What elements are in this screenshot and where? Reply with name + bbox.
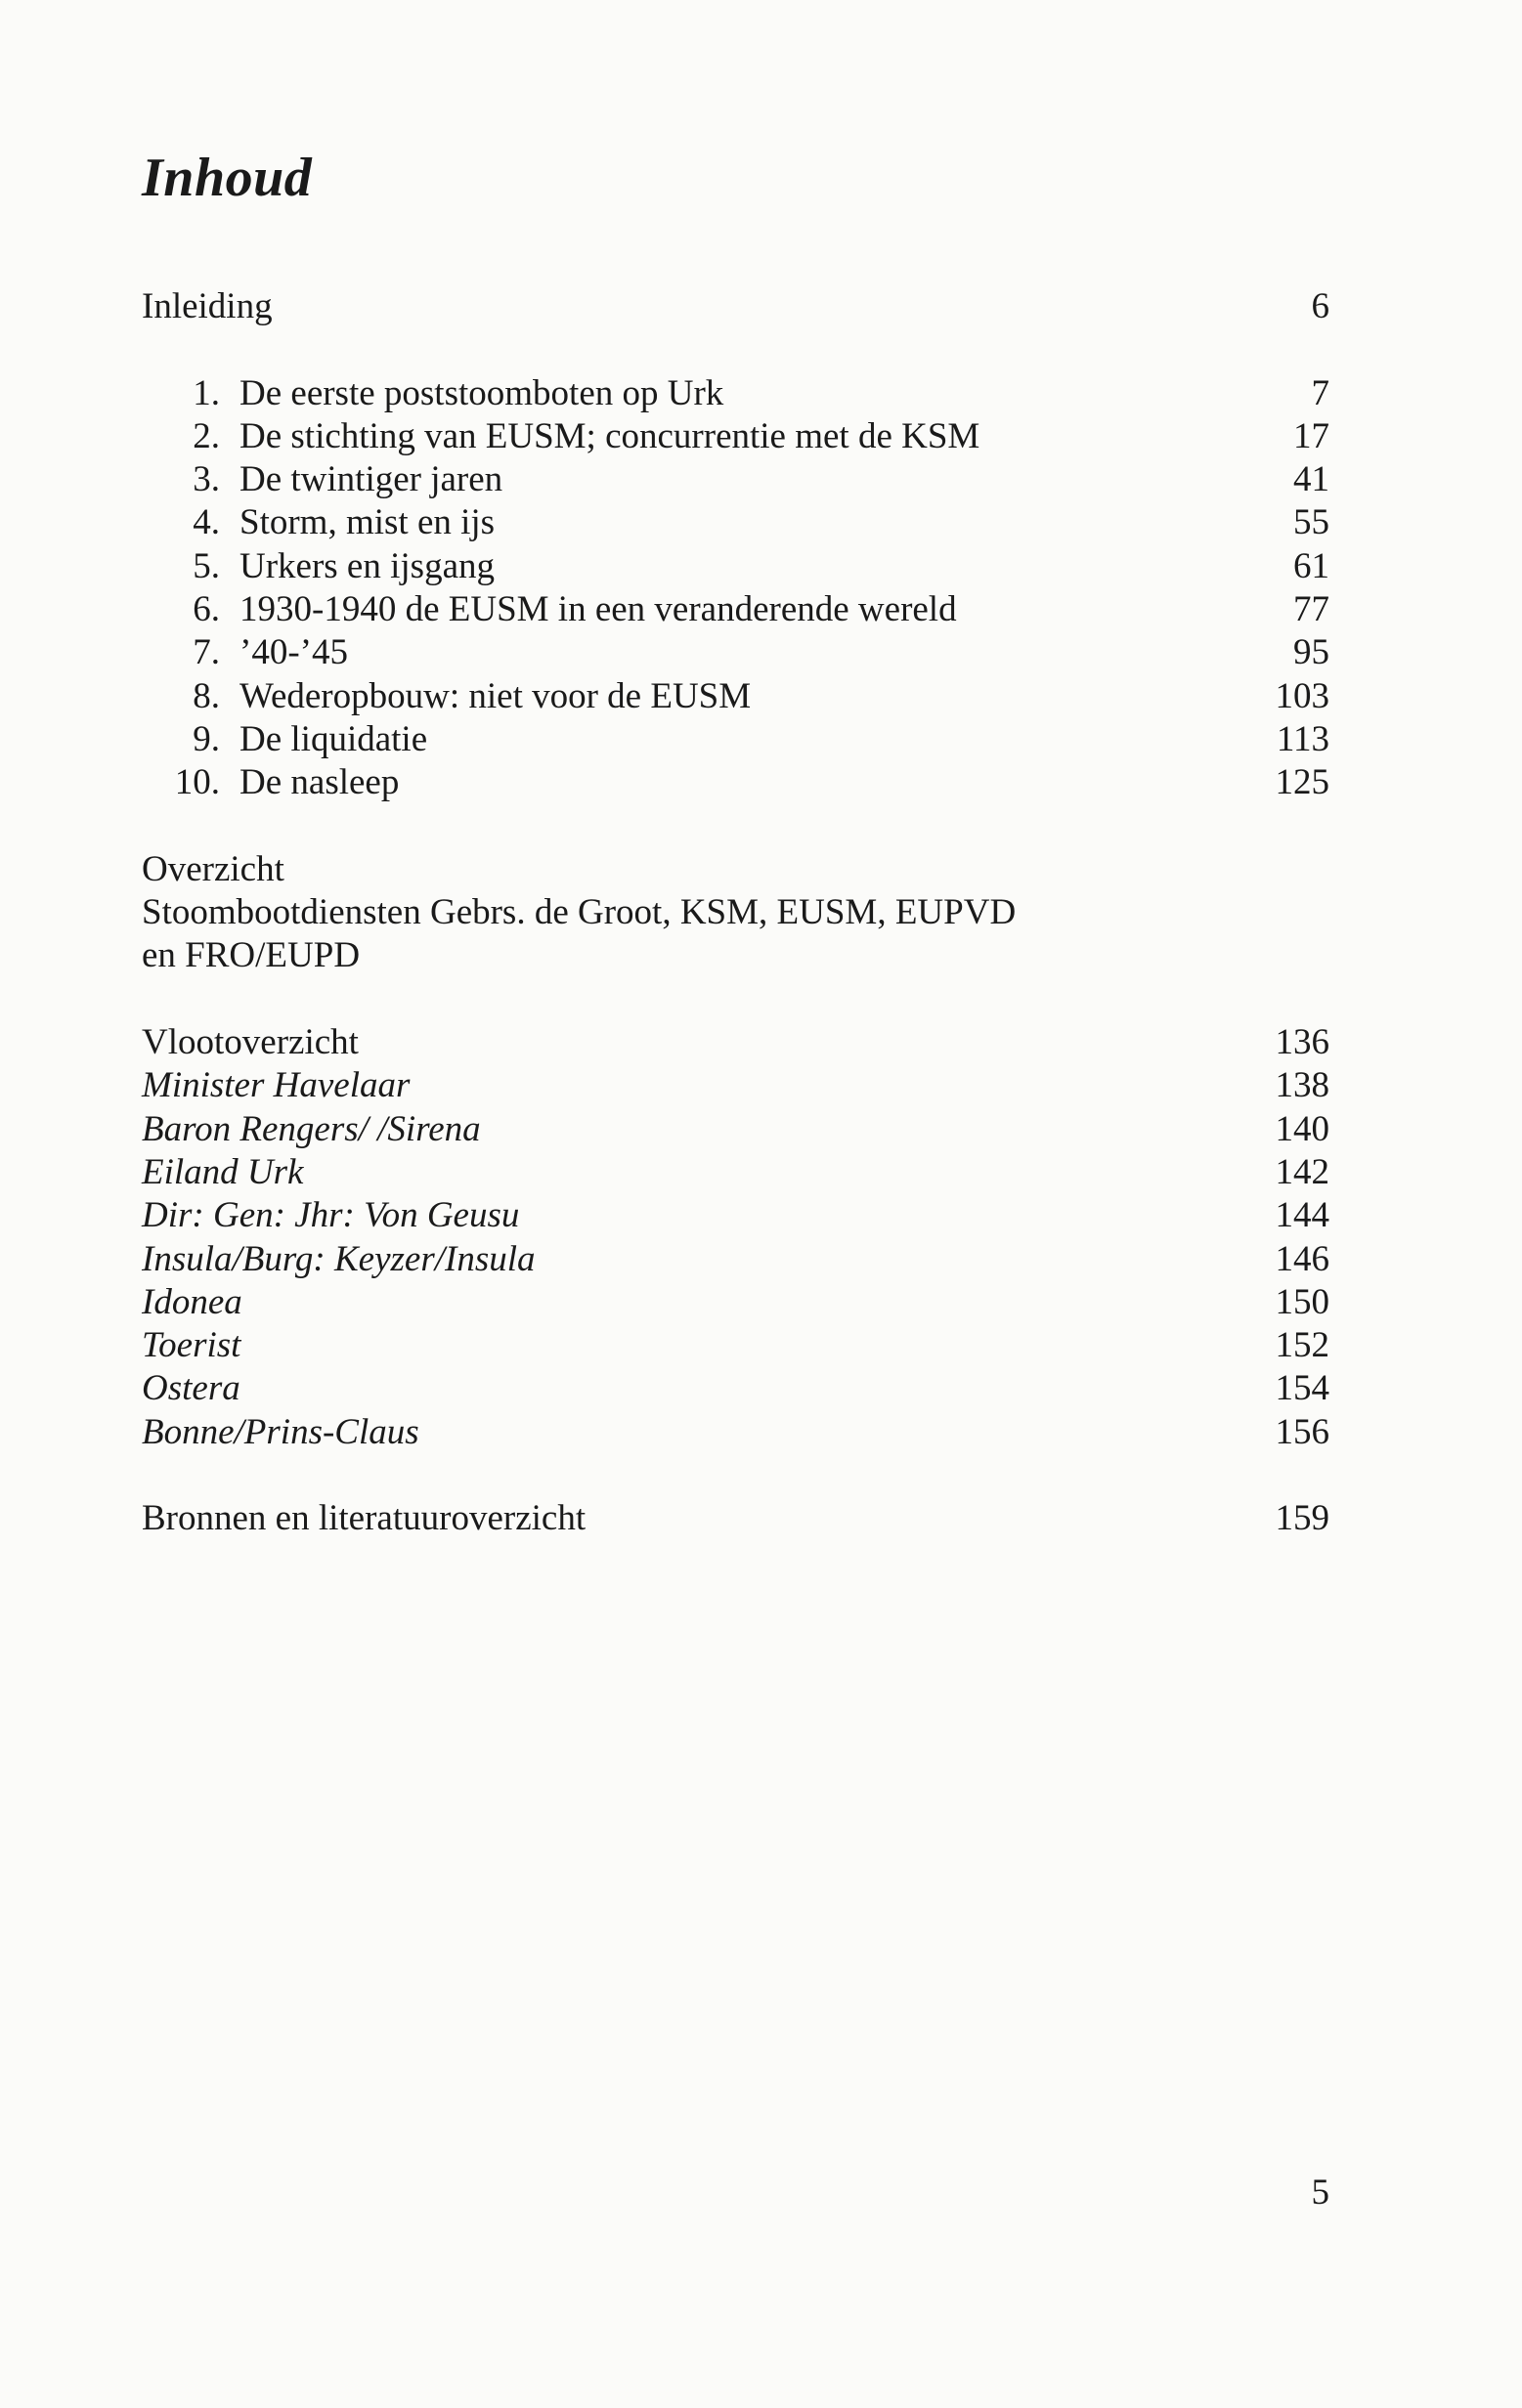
- chapter-page: 17: [1293, 415, 1329, 456]
- overview-subtitle: Stoombootdiensten Gebrs. de Groot, KSM, EUSM, EUPVD: [142, 892, 1017, 933]
- toc-chapter: [142, 675, 1329, 718]
- ship-name: Insula/Burg: Keyzer/Insula: [142, 1238, 536, 1279]
- ship-page: 156: [1275, 1411, 1329, 1452]
- chapter-title: Storm, mist en ijs: [239, 502, 496, 543]
- chapter-number: 3.: [193, 459, 220, 500]
- ship-name: Eiland Urk: [142, 1151, 304, 1192]
- chapter-title: De stichting van EUSM; concurrentie met de KSM: [239, 415, 980, 456]
- toc-ship: [142, 1151, 1329, 1194]
- page-title: Inhoud: [142, 148, 313, 208]
- ship-name: Bonne/Prins-Claus: [142, 1411, 419, 1452]
- ship-page: 152: [1275, 1325, 1329, 1366]
- fleet-heading-page: 136: [1275, 1022, 1329, 1063]
- toc-chapter: [142, 718, 1329, 761]
- chapter-title: De nasleep: [239, 762, 400, 803]
- chapter-number: 2.: [193, 415, 220, 456]
- spacer: [142, 1454, 1329, 1497]
- ship-name: Minister Havelaar: [142, 1065, 411, 1106]
- chapter-page: 113: [1276, 718, 1329, 759]
- ship-name: Idonea: [142, 1281, 242, 1322]
- toc-ship: [142, 1411, 1329, 1454]
- ship-name: Ostera: [142, 1368, 240, 1409]
- chapter-title: De twintiger jaren: [239, 459, 503, 500]
- overview-subtitle-continued: en FRO/EUPD: [142, 935, 361, 976]
- sources-page: 159: [1275, 1498, 1329, 1539]
- ship-page: 150: [1275, 1281, 1329, 1322]
- overview-line: [142, 848, 1329, 891]
- page-number: 5: [1311, 2172, 1329, 2213]
- chapter-page: 61: [1293, 545, 1329, 586]
- ship-page: 146: [1275, 1238, 1329, 1279]
- spacer: [142, 805, 1329, 848]
- sources-label: Bronnen en literatuuroverzicht: [142, 1498, 587, 1539]
- chapter-number: 1.: [193, 372, 220, 413]
- toc-chapter: [142, 545, 1329, 588]
- toc-entry-label: Inleiding: [142, 286, 273, 326]
- ship-page: 154: [1275, 1368, 1329, 1409]
- toc-ship: [142, 1238, 1329, 1281]
- toc-chapter: [142, 761, 1329, 804]
- toc-entry-sources: [142, 1497, 1329, 1540]
- ship-page: 140: [1275, 1108, 1329, 1149]
- toc-entry-page: 6: [1311, 286, 1329, 326]
- ship-name: Baron Rengers/ /Sirena: [142, 1108, 481, 1149]
- toc-chapter: [142, 501, 1329, 544]
- chapter-page: 95: [1293, 632, 1329, 673]
- chapter-number: 6.: [193, 589, 220, 630]
- chapter-title: Urkers en ijsgang: [239, 545, 495, 586]
- toc-chapter: [142, 588, 1329, 631]
- toc-ship: [142, 1064, 1329, 1107]
- chapter-title: De eerste poststoomboten op Urk: [239, 372, 724, 413]
- chapter-number: 4.: [193, 502, 220, 543]
- spacer: [142, 978, 1329, 1021]
- chapter-page: 103: [1275, 675, 1329, 716]
- toc-chapter: [142, 415, 1329, 458]
- chapter-number: 10.: [174, 762, 220, 803]
- overview-line: [142, 934, 1329, 977]
- ship-page: 144: [1275, 1195, 1329, 1236]
- toc-ship: [142, 1108, 1329, 1151]
- chapter-page: 55: [1293, 502, 1329, 543]
- chapter-title: Wederopbouw: niet voor de EUSM: [239, 675, 752, 716]
- toc-chapter: [142, 372, 1329, 415]
- toc-chapter: [142, 458, 1329, 501]
- fleet-heading: Vlootoverzicht: [142, 1022, 359, 1063]
- toc-ship: [142, 1194, 1329, 1237]
- overview-line: [142, 891, 1329, 934]
- spacer: [142, 328, 1329, 371]
- chapter-title: ’40-’45: [239, 632, 348, 673]
- chapter-number: 5.: [193, 545, 220, 586]
- toc-entry-fleet: [142, 1021, 1329, 1064]
- ship-name: Toerist: [142, 1325, 241, 1366]
- ship-name: Dir: Gen: Jhr: Von Geusu: [142, 1195, 520, 1236]
- chapter-page: 41: [1293, 459, 1329, 500]
- chapter-title: 1930-1940 de EUSM in een veranderende wereld: [239, 589, 957, 630]
- chapter-title: De liquidatie: [239, 718, 428, 759]
- ship-page: 142: [1275, 1151, 1329, 1192]
- chapter-page: 125: [1275, 762, 1329, 803]
- ship-page: 138: [1275, 1065, 1329, 1106]
- chapter-number: 9.: [193, 718, 220, 759]
- toc-chapter: [142, 631, 1329, 674]
- toc-ship: [142, 1324, 1329, 1367]
- chapter-page: 77: [1293, 589, 1329, 630]
- chapter-page: 7: [1311, 372, 1329, 413]
- toc-ship: [142, 1281, 1329, 1324]
- chapter-number: 8.: [193, 675, 220, 716]
- toc-entry-intro: [142, 285, 1329, 328]
- overview-heading: Overzicht: [142, 848, 284, 889]
- toc-ship: [142, 1367, 1329, 1410]
- chapter-number: 7.: [193, 632, 220, 673]
- table-of-contents: [142, 285, 1329, 1541]
